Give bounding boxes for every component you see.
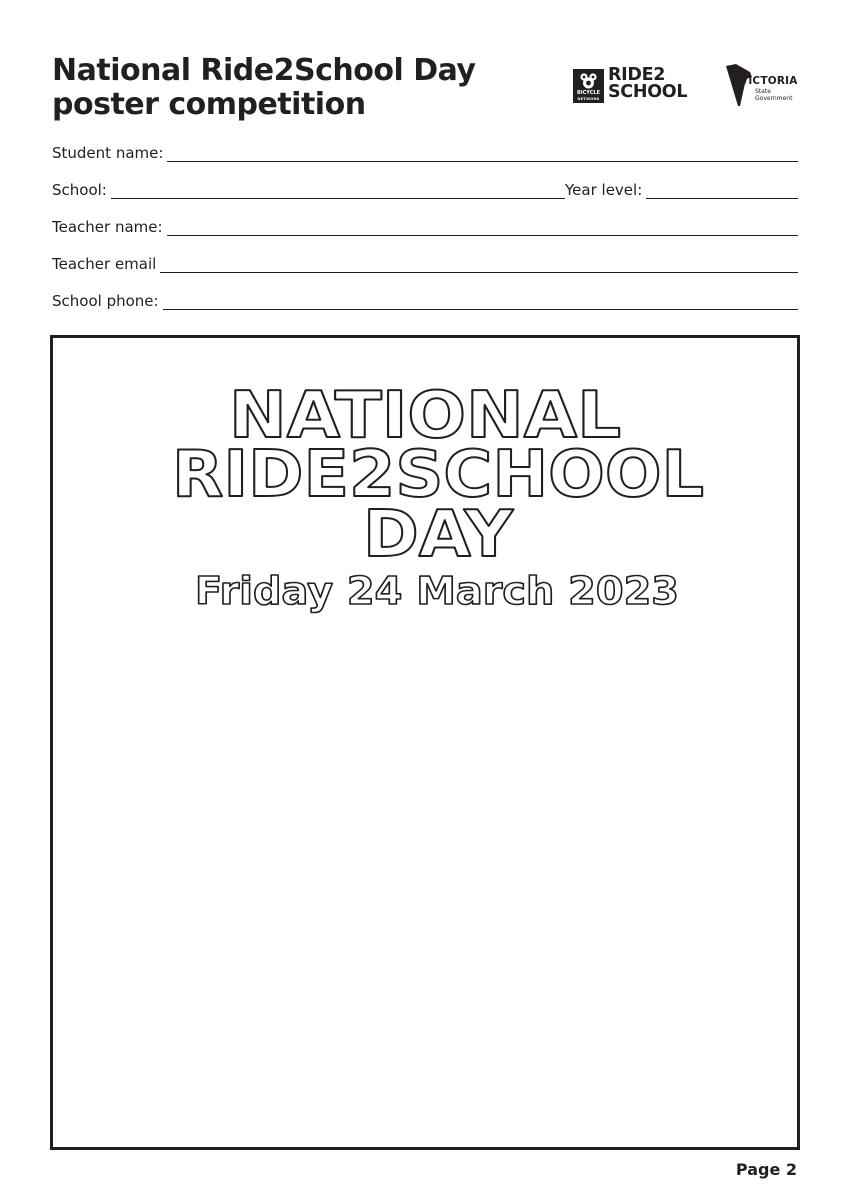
teacher-name-label: Teacher name: [52,218,163,236]
teacher-name-field[interactable] [52,214,798,236]
school-phone-input-line[interactable] [163,291,798,310]
ride2school-logo [573,65,705,103]
teacher-email-field[interactable] [52,251,798,273]
school-phone-field[interactable] [52,288,798,310]
teacher-name-input-line[interactable] [167,217,798,236]
page-title [52,54,475,122]
victoria-word: VICTORIA [740,75,798,87]
state-government-text [755,88,792,102]
school-label: School: [52,181,107,199]
poster-date: Friday 24 March 2023 [195,569,679,613]
poster-title-ride2school: RIDE2SCHOOL [172,438,704,512]
student-name-input-line[interactable] [167,143,798,162]
wordmark-school: SCHOOL [608,82,688,102]
poster-title-national: NATIONAL [229,379,621,453]
badge-text-network: NETWORK [577,97,600,101]
wordmark-ride2: RIDE2 [608,65,666,85]
victoria-government-logo [726,63,804,107]
teacher-email-label: Teacher email [52,255,157,273]
bicycle-network-icon [579,72,598,90]
state-text: State [755,88,771,95]
teacher-email-input-line[interactable] [160,254,798,273]
student-name-label: Student name: [52,144,164,162]
badge-text-bicycle: BICYCLE [576,90,601,96]
year-level-input-line[interactable] [646,180,798,199]
year-level-label: Year level: [565,181,643,199]
title-line-1: National Ride2School Day [52,53,476,88]
poster-drawing-area[interactable] [50,335,800,1150]
student-name-field[interactable] [52,140,798,162]
year-level-field[interactable] [565,177,798,199]
government-text: Government [755,95,793,102]
poster-title-day: DAY [363,498,514,572]
poster-heading-art [53,338,797,1147]
school-input-line[interactable] [111,180,565,199]
ride2school-wordmark [608,67,687,101]
school-phone-label: School phone: [52,292,159,310]
school-field[interactable] [52,177,565,199]
title-line-2: poster competition [52,87,366,122]
page-number: Page 2 [735,1160,797,1179]
bicycle-network-badge [573,69,604,103]
